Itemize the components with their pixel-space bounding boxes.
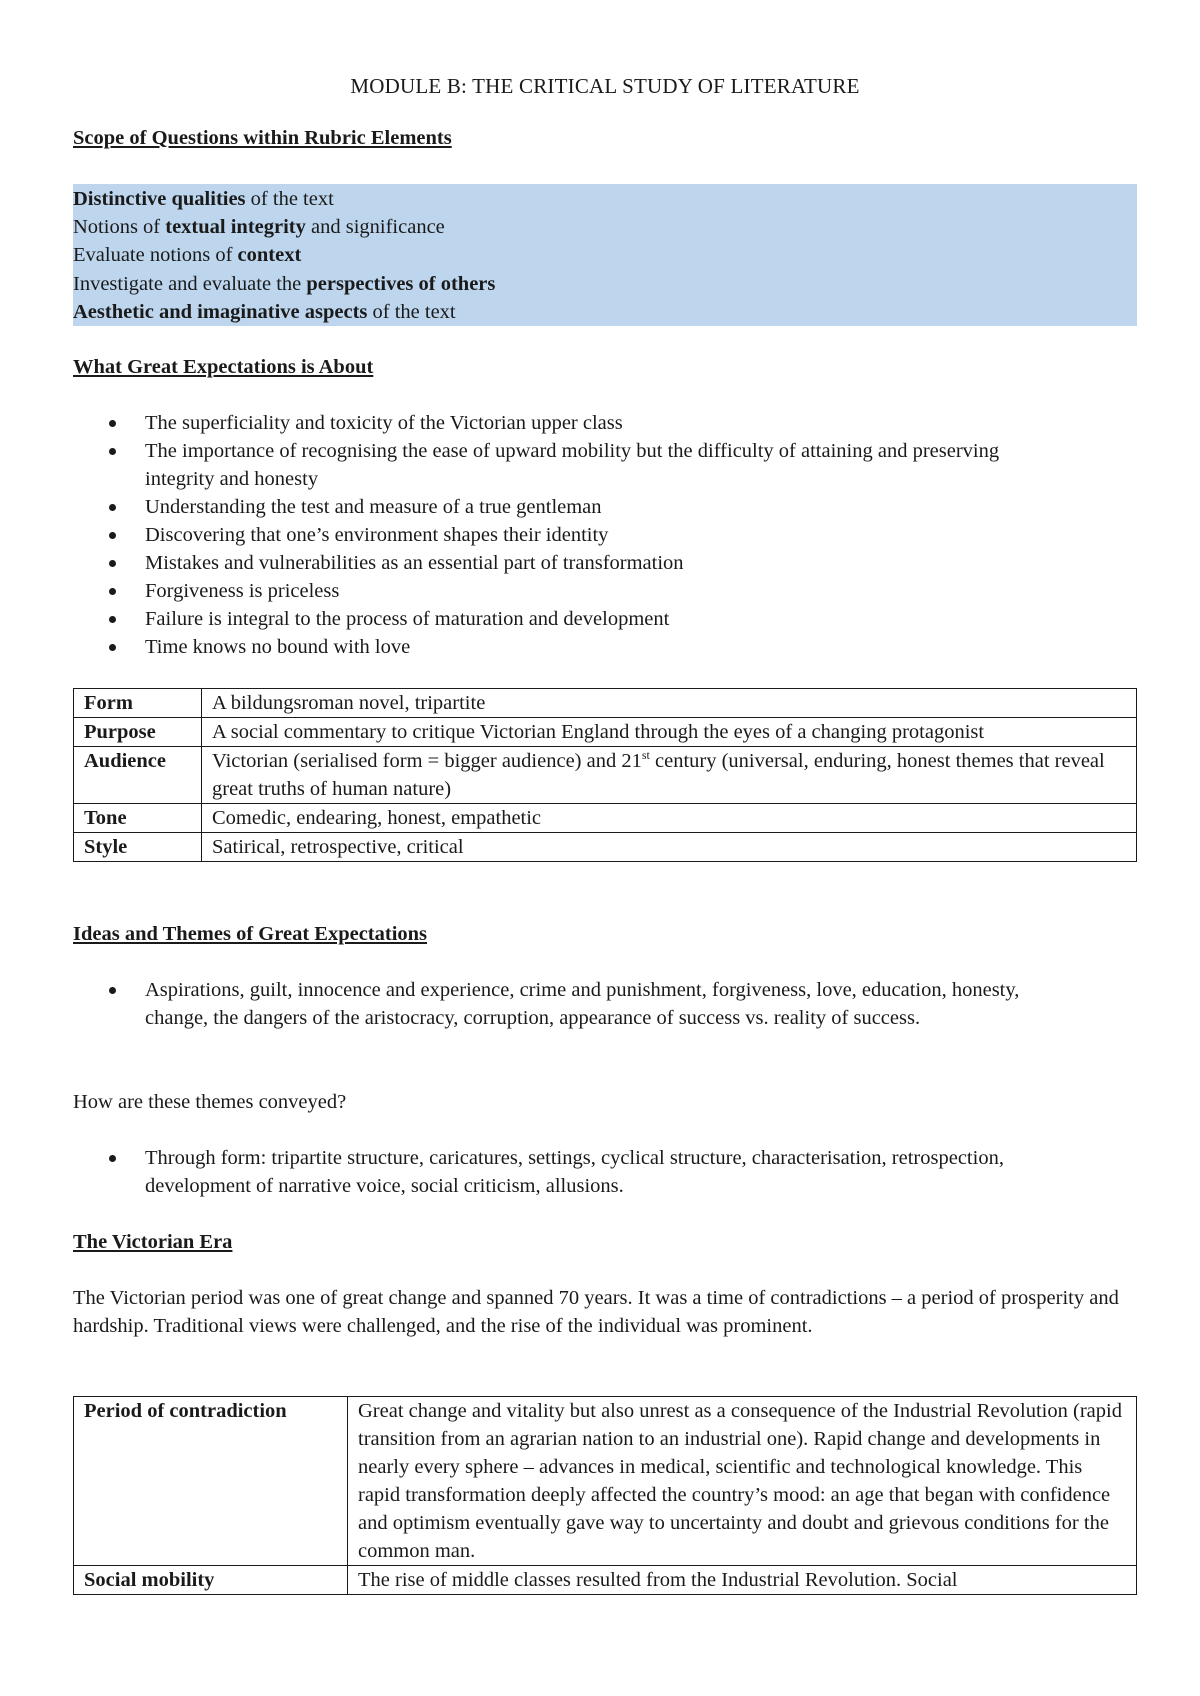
table-row	[74, 1566, 1137, 1595]
table-key-cell: Period of contradiction	[74, 1397, 348, 1566]
table-value-cell: Victorian (serialised form = bigger audience) and 21st century (universal, enduring, honest themes that reveal great truths of human nature)	[202, 747, 1137, 804]
list-item: Aspirations, guilt, innocence and experience, crime and punishment, forgiveness, love, education, honesty, change, the dangers of the aristocracy, corruption, appearance of success vs. reality of success.	[73, 976, 1073, 1032]
table-row	[74, 833, 1137, 862]
era-heading: The Victorian Era	[73, 1231, 233, 1253]
themes-question: How are these themes conveyed?	[73, 1091, 347, 1113]
list-item: The importance of recognising the ease of upward mobility but the difficulty of attaining and preserving integrity and honesty	[73, 437, 1073, 493]
list-item: Forgiveness is priceless	[73, 577, 1073, 605]
era-paragraph: The Victorian period was one of great change and spanned 70 years. It was a time of contradictions – a period of prosperity and hardship. Traditional views were challenged, and the rise of the individual was prominent.	[73, 1287, 1119, 1337]
table-key-cell: Style	[74, 833, 202, 862]
table-value-cell: Satirical, retrospective, critical	[202, 833, 1137, 862]
era-table	[73, 1396, 1137, 1595]
themes-heading: Ideas and Themes of Great Expectations	[73, 923, 428, 945]
overview-table	[73, 688, 1137, 862]
table-value-cell: A bildungsroman novel, tripartite	[202, 689, 1137, 718]
page-title: MODULE B: THE CRITICAL STUDY OF LITERATURE	[350, 74, 860, 98]
list-item: Understanding the test and measure of a true gentleman	[73, 493, 1073, 521]
list-item: The superficiality and toxicity of the Victorian upper class	[73, 409, 1073, 437]
table-row	[74, 718, 1137, 747]
rubric-item: Evaluate notions of context	[73, 244, 302, 267]
table-row	[74, 804, 1137, 833]
table-row	[74, 747, 1137, 804]
table-row	[74, 1397, 1137, 1566]
table-key-cell: Tone	[74, 804, 202, 833]
rubric-highlight-box	[73, 184, 1137, 326]
about-heading: What Great Expectations is About	[73, 356, 374, 378]
list-item: Time knows no bound with love	[73, 633, 1073, 661]
form-bullet-list	[73, 1144, 1073, 1200]
table-key-cell: Purpose	[74, 718, 202, 747]
table-value-cell: A social commentary to critique Victorian England through the eyes of a changing protagonist	[202, 718, 1137, 747]
about-bullet-list	[73, 409, 1073, 661]
list-item: Failure is integral to the process of maturation and development	[73, 605, 1073, 633]
themes-bullet-list	[73, 976, 1073, 1032]
rubric-heading: Scope of Questions within Rubric Elements	[73, 127, 452, 149]
table-key-cell: Form	[74, 689, 202, 718]
rubric-item: Distinctive qualities of the text	[73, 188, 334, 210]
rubric-item: Investigate and evaluate the perspectives of others	[73, 272, 496, 295]
list-item: Mistakes and vulnerabilities as an essential part of transformation	[73, 549, 1073, 577]
table-value-cell: Great change and vitality but also unrest as a consequence of the Industrial Revolution (rapid transition from an agrarian nation to an industrial one). Rapid change and developments in nearly every sphere – advances in medical, scientific and technological knowledge. This rapid transformation deeply affected the country’s mood: an age that began with confidence and optimism eventually gave way to uncertainty and doubt and grievous conditions for the common man.	[348, 1397, 1137, 1566]
table-row	[74, 689, 1137, 718]
table-value-cell: The rise of middle classes resulted from the Industrial Revolution. Social	[348, 1566, 1137, 1595]
rubric-item: Notions of textual integrity and significance	[73, 216, 445, 239]
table-value-cell: Comedic, endearing, honest, empathetic	[202, 804, 1137, 833]
table-key-cell: Audience	[74, 747, 202, 804]
list-item: Through form: tripartite structure, caricatures, settings, cyclical structure, characterisation, retrospection, development of narrative voice, social criticism, allusions.	[73, 1144, 1073, 1200]
rubric-item: Aesthetic and imaginative aspects of the text	[73, 300, 456, 323]
table-key-cell: Social mobility	[74, 1566, 348, 1595]
list-item: Discovering that one’s environment shapes their identity	[73, 521, 1073, 549]
